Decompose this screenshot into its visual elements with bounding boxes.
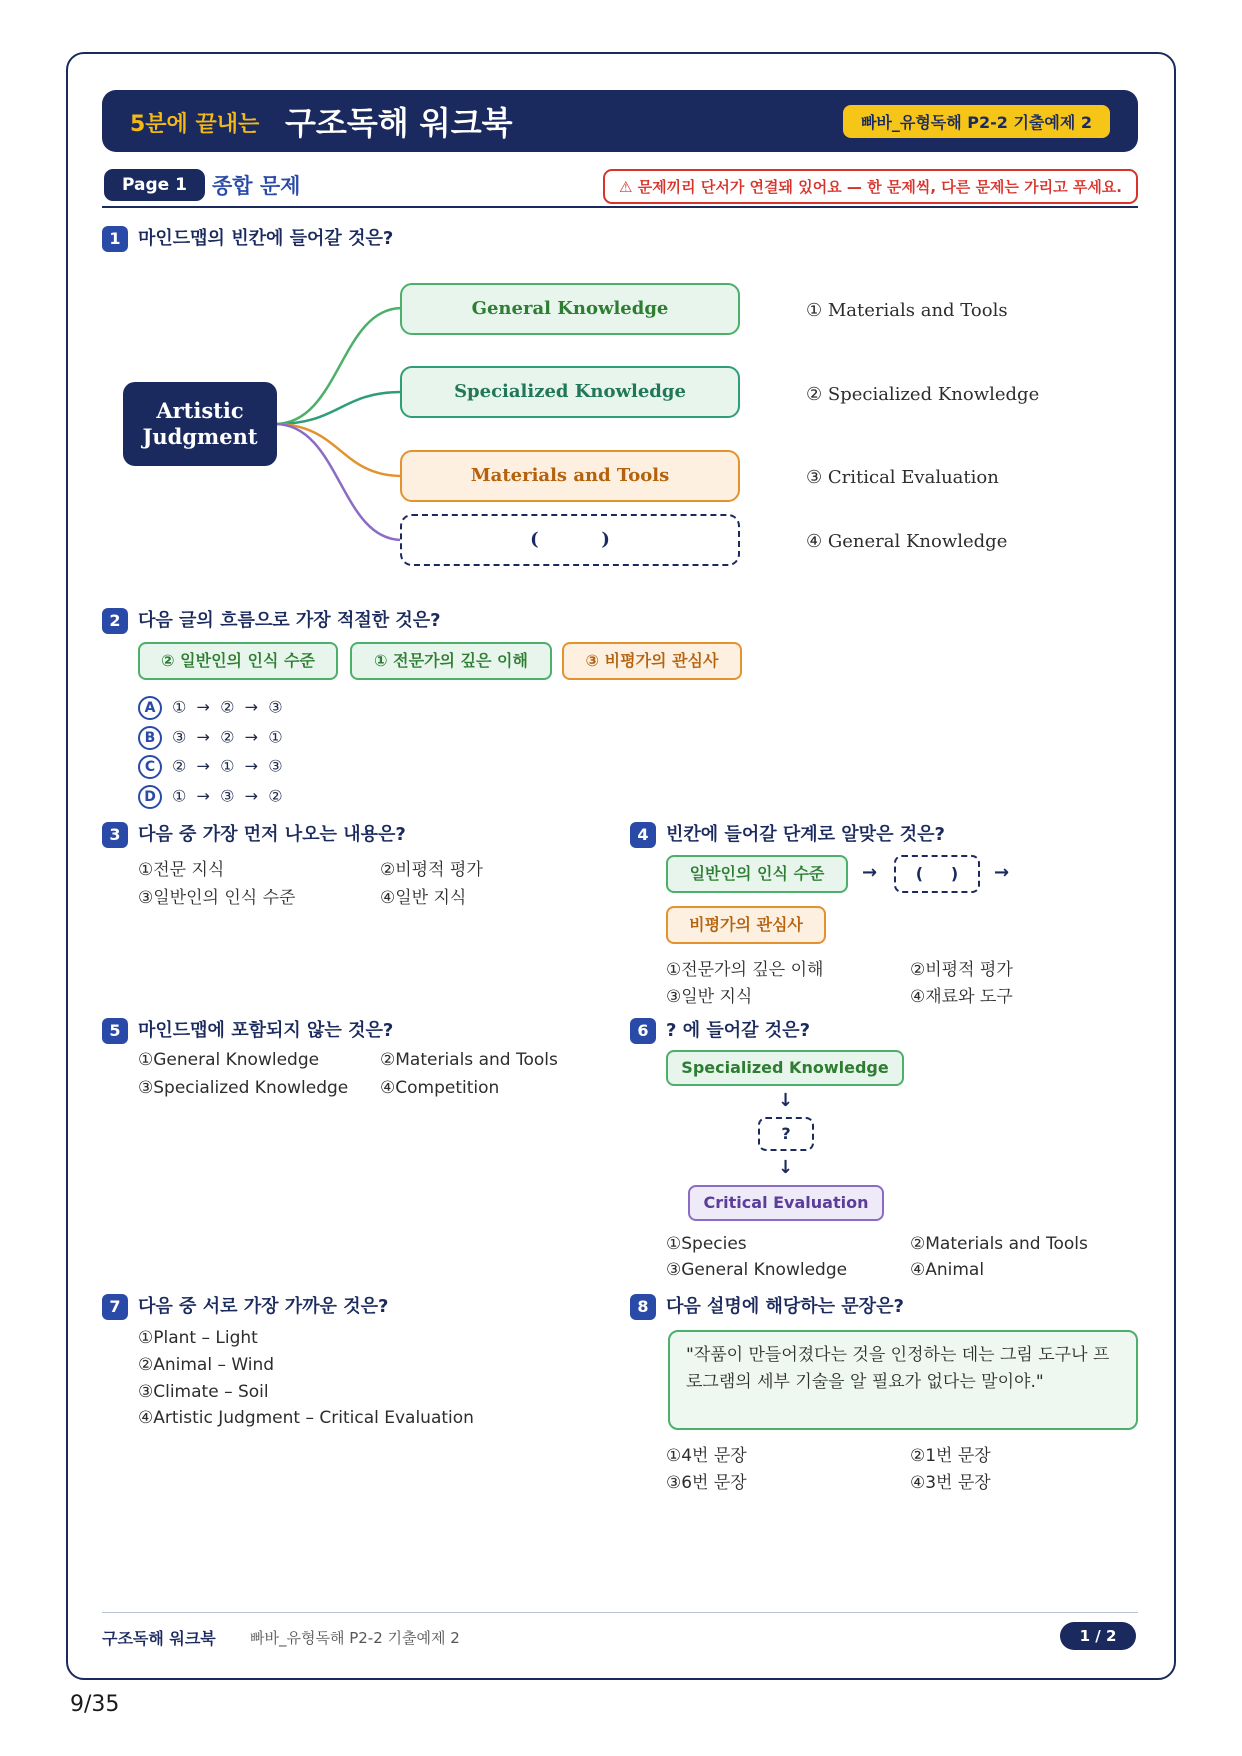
warning-badge: ⚠ 문제끼리 단서가 연결돼 있어요 — 한 문제씩, 다른 문제는 가리고 푸세요.	[603, 169, 1138, 204]
diagram-bottom-chip: Critical Evaluation	[688, 1185, 884, 1221]
option-2[interactable]: ②1번 문장	[910, 1446, 991, 1466]
connector-general	[275, 308, 402, 424]
choice-sequence: ① → ③ → ②	[172, 786, 283, 806]
option-2[interactable]: ②Animal – Wind	[138, 1355, 275, 1375]
choice-letter: D	[138, 785, 162, 809]
question-text: 다음 중 서로 가장 가까운 것은?	[138, 1296, 389, 1317]
option-1[interactable]: ①전문 지식	[138, 860, 225, 880]
flow-chip-3: ③ 비평가의 관심사	[562, 642, 742, 680]
mindmap-blank: ( )	[400, 514, 740, 566]
question-text: 마인드맵에 포함되지 않는 것은?	[138, 1020, 394, 1041]
option-1[interactable]: ①4번 문장	[666, 1446, 747, 1466]
section-title: 종합 문제	[212, 174, 301, 198]
flow-chip-2: ① 전문가의 깊은 이해	[350, 642, 552, 680]
mindmap-branch-specialized: Specialized Knowledge	[400, 366, 740, 418]
flow-blank: ( )	[894, 855, 980, 893]
mindmap-branch-general: General Knowledge	[400, 283, 740, 335]
question-number: 7	[102, 1294, 128, 1320]
option-2[interactable]: ②Materials and Tools	[910, 1234, 1088, 1254]
option-2[interactable]: ②Materials and Tools	[380, 1050, 558, 1070]
choice-d[interactable]	[138, 785, 283, 809]
option-3[interactable]: ③Climate – Soil	[138, 1382, 269, 1402]
flow-end-chip: 비평가의 관심사	[666, 906, 826, 944]
connector-blank	[275, 424, 402, 540]
option-4[interactable]: ④Artistic Judgment – Critical Evaluation	[138, 1408, 474, 1428]
question-number: 6	[630, 1018, 656, 1044]
footer-page-number: 1 / 2	[1060, 1622, 1136, 1650]
choice-sequence: ③ → ② → ①	[172, 727, 283, 747]
option-3[interactable]: ③ Critical Evaluation	[806, 467, 999, 488]
question-text: 마인드맵의 빈칸에 들어갈 것은?	[138, 228, 394, 249]
choice-letter: A	[138, 696, 162, 720]
choice-letter: C	[138, 755, 162, 779]
source-tag: 빠바_유형독해 P2-2 기출예제 2	[843, 105, 1110, 138]
footer-title: 구조독해 워크북	[102, 1629, 216, 1648]
question-number: 3	[102, 822, 128, 848]
quote-box: "작품이 만들어졌다는 것을 인정하는 데는 그림 도구나 프로그램의 세부 기술을 알 필요가 없다는 말이야."	[668, 1330, 1138, 1430]
option-4[interactable]: ④재료와 도구	[910, 987, 1013, 1007]
option-1[interactable]: ①General Knowledge	[138, 1050, 320, 1070]
option-3[interactable]: ③Specialized Knowledge	[138, 1078, 349, 1098]
flow-arrow: →	[862, 862, 878, 883]
option-4[interactable]: ④Competition	[380, 1078, 500, 1098]
diagram-top-chip: Specialized Knowledge	[666, 1050, 904, 1086]
question-text: 다음 글의 흐름으로 가장 적절한 것은?	[138, 610, 441, 631]
connector-materials	[275, 424, 402, 476]
flow-chip-1: ② 일반인의 인식 수준	[138, 642, 338, 680]
question-text: 다음 중 가장 먼저 나오는 내용은?	[138, 824, 406, 845]
question-text: 다음 설명에 해당하는 문장은?	[666, 1296, 904, 1317]
option-2[interactable]: ② Specialized Knowledge	[806, 384, 1040, 405]
option-4[interactable]: ④ General Knowledge	[806, 531, 1008, 552]
question-text: ? 에 들어갈 것은?	[666, 1020, 811, 1041]
diagram-arrow: ↓	[778, 1090, 794, 1111]
mindmap-root: Artistic Judgment	[123, 382, 277, 466]
option-3[interactable]: ③General Knowledge	[666, 1260, 848, 1280]
choice-c[interactable]	[138, 755, 283, 779]
footer-divider	[102, 1612, 1138, 1613]
option-1[interactable]: ① Materials and Tools	[806, 300, 1008, 321]
document-page-count: 9/35	[70, 1692, 120, 1717]
option-1[interactable]: ①전문가의 깊은 이해	[666, 960, 824, 980]
diagram-arrow: ↓	[778, 1157, 794, 1178]
choice-a[interactable]	[138, 696, 283, 720]
choice-sequence: ① → ② → ③	[172, 697, 283, 717]
question-number: 4	[630, 822, 656, 848]
question-number: 5	[102, 1018, 128, 1044]
choice-letter: B	[138, 726, 162, 750]
header-subtitle: 5분에 끝내는	[130, 112, 260, 137]
mindmap-branch-materials: Materials and Tools	[400, 450, 740, 502]
page-label: Page 1	[104, 169, 205, 201]
header-title: 구조독해 워크북	[285, 104, 513, 142]
option-3[interactable]: ③6번 문장	[666, 1473, 747, 1493]
flow-start-chip: 일반인의 인식 수준	[666, 855, 848, 893]
diagram-blank: ?	[758, 1117, 814, 1151]
footer-subtitle: 빠바_유형독해 P2-2 기출예제 2	[250, 1629, 460, 1647]
question-number: 2	[102, 608, 128, 634]
option-2[interactable]: ②비평적 평가	[380, 860, 483, 880]
choice-b[interactable]	[138, 726, 283, 750]
option-1[interactable]: ①Plant – Light	[138, 1328, 258, 1348]
option-1[interactable]: ①Species	[666, 1234, 747, 1254]
option-2[interactable]: ②비평적 평가	[910, 960, 1013, 980]
option-3[interactable]: ③일반인의 인식 수준	[138, 888, 296, 908]
question-text: 빈칸에 들어갈 단계로 알맞은 것은?	[666, 824, 945, 845]
option-4[interactable]: ④3번 문장	[910, 1473, 991, 1493]
choice-sequence: ② → ① → ③	[172, 756, 283, 776]
option-4[interactable]: ④Animal	[910, 1260, 985, 1280]
flow-arrow: →	[994, 862, 1010, 883]
question-number: 1	[102, 226, 128, 252]
question-number: 8	[630, 1294, 656, 1320]
option-4[interactable]: ④일반 지식	[380, 888, 467, 908]
option-3[interactable]: ③일반 지식	[666, 987, 753, 1007]
